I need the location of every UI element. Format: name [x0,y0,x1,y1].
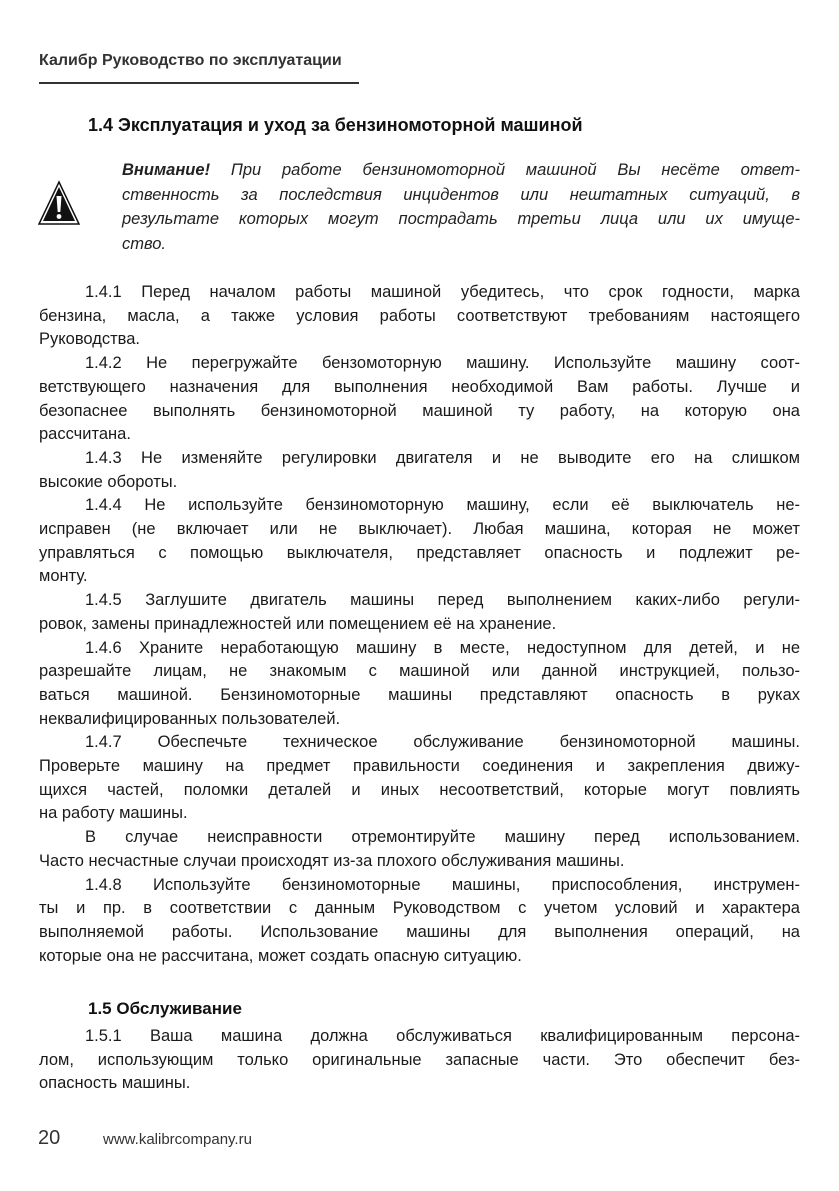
text-line: 1.5.1 Ваша машина должна обслуживаться квалифицированным персона- [85,1027,800,1045]
text-line: бензина, масла, а также условия работы соответствуют требованиям настоящего [39,306,800,325]
header-rule [39,82,359,84]
paragraph [39,637,800,732]
warning-line: ственность за последствия инцидентов или нештатных ситуаций, в [122,185,800,204]
warning-triangle-icon [37,180,81,226]
text-line: лом, использующим только оригинальные запасные части. Это обеспечит без- [39,1050,800,1069]
warning-line: При работе бензиномоторной машиной Вы несёте ответ- [210,161,800,179]
section-1-5-body [39,1025,800,1096]
text-line: 1.4.1 Перед началом работы машиной убедитесь, что срок годности, марка [85,283,800,301]
text-line: разрешайте лицам, не знакомым с машиной или данной инструкцией, пользо- [39,662,800,681]
warning-line: результате которых могут пострадать третьи лица или их имуще- [122,210,800,228]
text-line: Проверьте машину на предмет правильности соединения и закрепления движу- [39,757,800,776]
text-line: монту. [39,567,88,586]
text-line: на работу машины. [39,804,188,823]
paragraph [39,447,800,494]
page-number: 20 [38,1127,61,1149]
text-line: В случае неисправности отремонтируйте машину перед использованием. [85,828,800,847]
text-line: выполняемой работы. Использование машины для выполнения операций, на [39,922,800,941]
text-line: высокие обороты. [39,472,178,491]
text-line: ваться машиной. Бензиномоторные машины представляют опасность в руках [39,685,800,704]
section-heading-1-4: 1.4 Эксплуатация и уход за бензиномоторной машиной [88,115,583,135]
text-line: щихся частей, поломки деталей и иных несоответствий, которые могут повлиять [39,780,800,799]
text-line: неквалифицированных пользователей. [39,709,341,728]
text-line: Руководства. [39,330,141,349]
text-line: 1.4.6 Храните неработающую машину в месте, недоступном для детей, и не [85,638,800,657]
paragraph [39,874,800,969]
text-line: 1.4.2 Не перегружайте бензомоторную машину. Используйте машину соот- [85,354,800,373]
text-line: ты и пр. в соответствии с данным Руководством с учетом условий и характера [39,899,800,918]
warning-lead: Внимание! [122,161,211,179]
text-line: 1.4.3 Не изменяйте регулировки двигателя и не выводите его на слишком [85,448,800,467]
section-heading-1-5: 1.5 Обслуживание [88,999,242,1018]
text-line: исправен (не включает или не выключает). Любая машина, которая не может [39,520,800,539]
text-line: 1.4.8 Используйте бензиномоторные машины, приспособления, инструмен- [85,875,800,894]
paragraph [39,731,800,826]
text-line: Часто несчастные случаи происходят из-за плохого обслуживания машины. [39,851,625,870]
text-line: безопаснее выполнять бензиномоторной машиной ту работу, на которую она [39,401,800,420]
paragraph [39,281,800,352]
paragraph [39,1025,800,1096]
warning-line: ство. [122,234,167,253]
text-line: опасность машины. [39,1074,191,1093]
text-line: рассчитана. [39,425,131,444]
footer-url: www.kalibrcompany.ru [103,1131,252,1148]
text-line: которые она не рассчитана, может создать опасную ситуацию. [39,946,522,965]
running-header: Калибр Руководство по эксплуатации [39,52,342,69]
text-line: управляться с помощью выключателя, представляет опасность и подлежит ре- [39,543,800,562]
paragraph [39,494,800,589]
paragraph [39,352,800,447]
paragraph [39,589,800,636]
text-line: ветствующего назначения для выполнения необходимой Вам работы. Лучше и [39,377,800,396]
section-1-4-body [39,281,800,968]
text-line: ровок, замены принадлежностей или помещением её на хранение. [39,614,557,633]
warning-text [122,158,800,256]
text-line: 1.4.7 Обеспечьте техническое обслуживание бензиномоторной машины. [85,733,800,752]
paragraph [39,826,800,873]
text-line: 1.4.5 Заглушите двигатель машины перед выполнением каких-либо регули- [85,591,800,610]
text-line: 1.4.4 Не используйте бензиномоторную машину, если её выключатель не- [85,496,800,515]
